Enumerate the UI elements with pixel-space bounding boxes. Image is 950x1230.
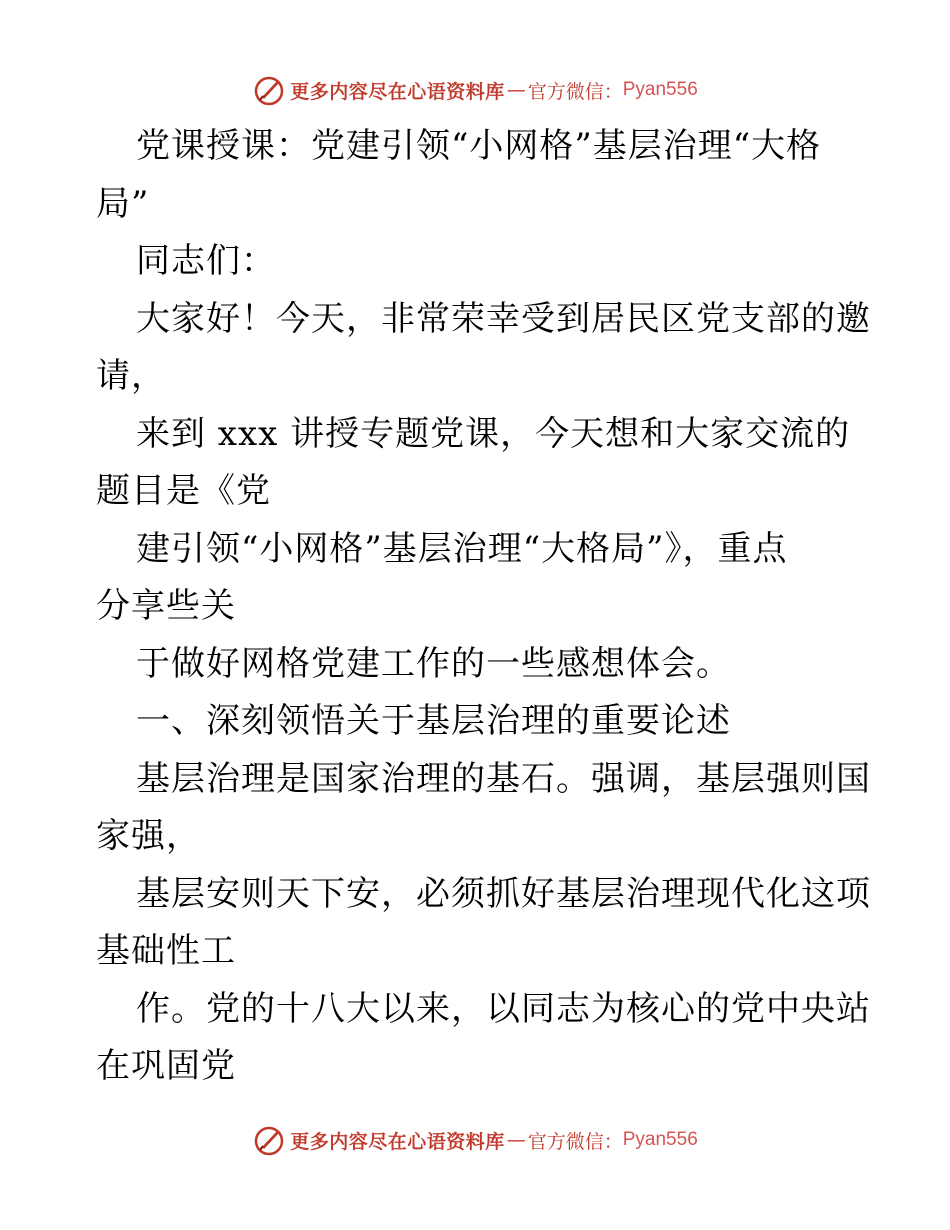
- paragraph-line: 大家好！今天，非常荣幸受到居民区党支部的邀: [136, 298, 871, 339]
- salutation: 同志们：: [136, 241, 276, 281]
- watermark-main-text: 更多内容尽在心语资料库: [290, 80, 505, 103]
- paragraph-line: 基础性工: [96, 931, 236, 971]
- document-body: [96, 118, 871, 1096]
- watermark-dash: —: [506, 1129, 526, 1151]
- watermark-wechat-label: 官方微信：: [527, 80, 623, 103]
- watermark-dash: —: [506, 79, 526, 101]
- paragraph-line: 来到 xxx 讲授专题党课，今天想和大家交流的: [136, 413, 851, 454]
- paragraph-line: 分享些关: [96, 586, 236, 626]
- paragraph-line: 建引领“小网格”基层治理“大格局”》，重点: [136, 528, 788, 569]
- paragraph-line: 请，: [96, 356, 166, 396]
- section-heading: 一、深刻领悟关于基层治理的重要论述: [136, 701, 731, 741]
- paragraph-line: 题目是《党: [96, 471, 271, 511]
- paragraph-line: 于做好网格党建工作的一些感想体会。: [136, 643, 731, 684]
- document-title-line-1: 党课授课：党建引领“小网格”基层治理“大格: [136, 126, 822, 166]
- quill-logo-icon: [252, 1123, 286, 1157]
- watermark-header: [0, 70, 950, 110]
- paragraph-line: 在巩固党: [96, 1046, 236, 1086]
- watermark-wechat-label: 官方微信：: [527, 1130, 623, 1153]
- paragraph-line: 家强，: [96, 816, 201, 856]
- watermark-footer: [0, 1120, 950, 1160]
- paragraph-line: 基层治理是国家治理的基石。强调，基层强则国: [136, 758, 871, 799]
- watermark-wechat-id: Pyan556: [622, 79, 698, 100]
- document-title-line-2: 局”: [96, 183, 150, 224]
- watermark-main-text: 更多内容尽在心语资料库: [290, 1130, 505, 1153]
- paragraph-line: 作。党的十八大以来，以同志为核心的党中央站: [136, 988, 871, 1029]
- watermark-wechat-id: Pyan556: [622, 1129, 698, 1150]
- paragraph-line: 基层安则天下安，必须抓好基层治理现代化这项: [136, 873, 871, 914]
- quill-logo-icon: [252, 73, 286, 107]
